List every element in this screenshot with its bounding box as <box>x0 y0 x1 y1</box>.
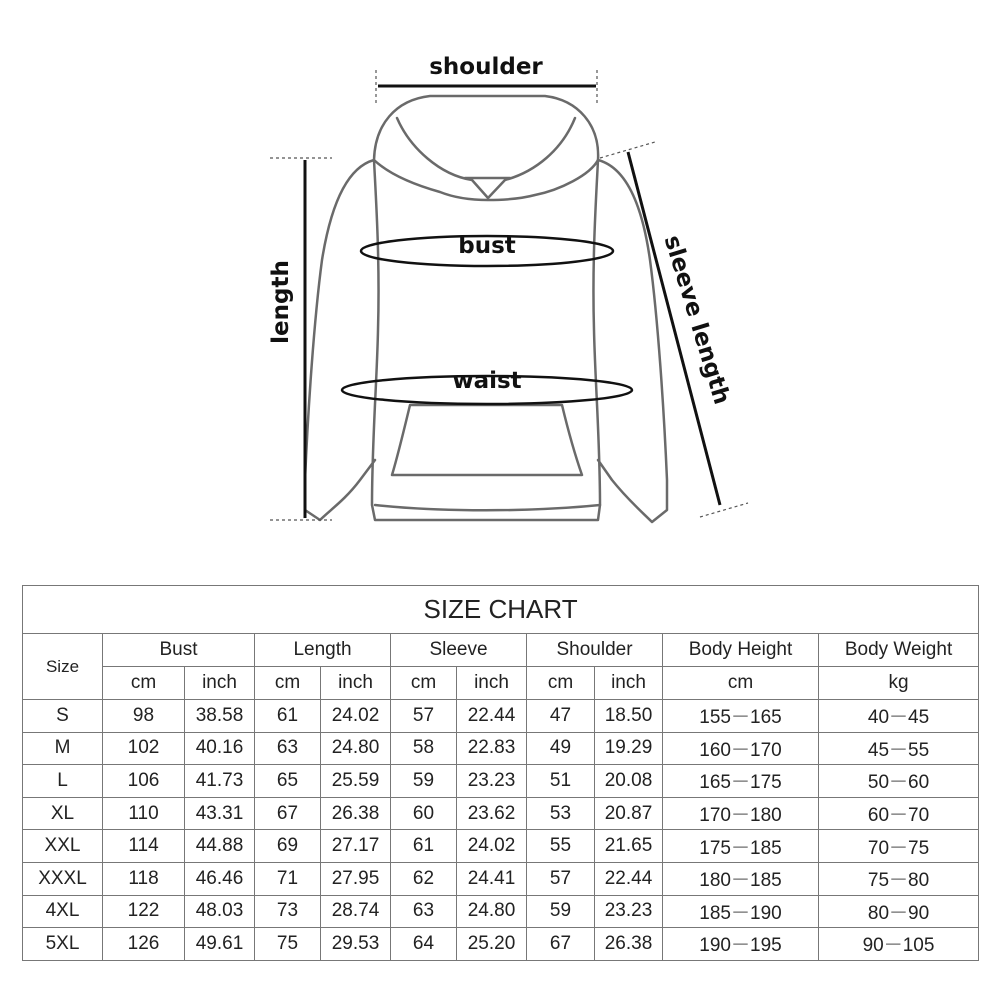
table-cell: 126 <box>103 928 185 961</box>
table-cell: 170－180 <box>663 797 819 830</box>
table-cell: 45－55 <box>819 732 979 765</box>
table-cell: 61 <box>255 700 321 733</box>
table-cell: 75－80 <box>819 862 979 895</box>
table-cell: 44.88 <box>185 830 255 863</box>
table-cell: 71 <box>255 862 321 895</box>
table-row <box>23 928 979 961</box>
table-cell: 28.74 <box>321 895 391 928</box>
table-cell: 29.53 <box>321 928 391 961</box>
table-cell: 49 <box>527 732 595 765</box>
table-cell: 51 <box>527 765 595 798</box>
table-cell: 21.65 <box>595 830 663 863</box>
table-cell: 57 <box>527 862 595 895</box>
table-cell: 57 <box>391 700 457 733</box>
left-body <box>372 160 600 520</box>
table-cell: 40－45 <box>819 700 979 733</box>
table-cell: 155－165 <box>663 700 819 733</box>
column-group-header: Bust <box>103 634 255 667</box>
table-cell: 59 <box>391 765 457 798</box>
column-group-header: Shoulder <box>527 634 663 667</box>
table-cell: 24.02 <box>457 830 527 863</box>
table-cell: 22.83 <box>457 732 527 765</box>
unit-header: cm <box>663 667 819 700</box>
table-cell: 190－195 <box>663 928 819 961</box>
size-cell: L <box>23 765 103 798</box>
table-cell: 61 <box>391 830 457 863</box>
table-cell: 24.41 <box>457 862 527 895</box>
table-cell: 63 <box>255 732 321 765</box>
sleeve-length-label: sleeve length <box>658 232 735 408</box>
table-cell: 175－185 <box>663 830 819 863</box>
hem <box>375 505 600 510</box>
table-cell: 41.73 <box>185 765 255 798</box>
table-cell: 20.08 <box>595 765 663 798</box>
table-cell: 106 <box>103 765 185 798</box>
shoulder-label: shoulder <box>429 54 543 80</box>
table-cell: 22.44 <box>457 700 527 733</box>
table-row <box>23 765 979 798</box>
left-sleeve <box>305 160 375 520</box>
unit-header: kg <box>819 667 979 700</box>
column-group-header: Sleeve <box>391 634 527 667</box>
table-cell: 69 <box>255 830 321 863</box>
table-cell: 180－185 <box>663 862 819 895</box>
table-cell: 40.16 <box>185 732 255 765</box>
table-cell: 26.38 <box>321 797 391 830</box>
hoodie-outline <box>305 96 667 522</box>
hood-shape <box>374 96 598 200</box>
column-group-header: Body Height <box>663 634 819 667</box>
table-cell: 73 <box>255 895 321 928</box>
table-cell: 50－60 <box>819 765 979 798</box>
table-row <box>23 895 979 928</box>
table-cell: 19.29 <box>595 732 663 765</box>
table-cell: 67 <box>527 928 595 961</box>
table-cell: 49.61 <box>185 928 255 961</box>
table-cell: 55 <box>527 830 595 863</box>
table-cell: 122 <box>103 895 185 928</box>
table-row <box>23 862 979 895</box>
table-cell: 23.23 <box>595 895 663 928</box>
unit-header: cm <box>255 667 321 700</box>
table-cell: 38.58 <box>185 700 255 733</box>
front-pocket <box>392 405 582 475</box>
table-cell: 23.62 <box>457 797 527 830</box>
table-cell: 90－105 <box>819 928 979 961</box>
size-chart-body <box>23 700 979 961</box>
table-row <box>23 830 979 863</box>
unit-header: inch <box>321 667 391 700</box>
table-row <box>23 732 979 765</box>
table-cell: 26.38 <box>595 928 663 961</box>
right-sleeve <box>598 160 667 522</box>
table-cell: 60 <box>391 797 457 830</box>
header-unit-row <box>23 667 979 700</box>
chart-title: SIZE CHART <box>23 586 979 634</box>
table-cell: 53 <box>527 797 595 830</box>
table-cell: 58 <box>391 732 457 765</box>
table-cell: 160－170 <box>663 732 819 765</box>
table-cell: 22.44 <box>595 862 663 895</box>
table-cell: 65 <box>255 765 321 798</box>
size-cell: 4XL <box>23 895 103 928</box>
table-cell: 47 <box>527 700 595 733</box>
table-cell: 98 <box>103 700 185 733</box>
table-cell: 24.80 <box>457 895 527 928</box>
size-cell: M <box>23 732 103 765</box>
table-cell: 64 <box>391 928 457 961</box>
size-cell: XL <box>23 797 103 830</box>
waist-label: waist <box>452 368 522 394</box>
table-cell: 25.59 <box>321 765 391 798</box>
table-cell: 48.03 <box>185 895 255 928</box>
table-cell: 110 <box>103 797 185 830</box>
unit-header: inch <box>595 667 663 700</box>
table-cell: 118 <box>103 862 185 895</box>
unit-header: inch <box>457 667 527 700</box>
table-cell: 43.31 <box>185 797 255 830</box>
table-row <box>23 700 979 733</box>
unit-header: inch <box>185 667 255 700</box>
table-cell: 46.46 <box>185 862 255 895</box>
size-cell: 5XL <box>23 928 103 961</box>
table-cell: 20.87 <box>595 797 663 830</box>
unit-header: cm <box>103 667 185 700</box>
size-cell: XXL <box>23 830 103 863</box>
size-cell: XXXL <box>23 862 103 895</box>
table-cell: 62 <box>391 862 457 895</box>
size-chart-table <box>22 585 979 961</box>
bust-label: bust <box>458 233 516 259</box>
table-cell: 18.50 <box>595 700 663 733</box>
unit-header: cm <box>391 667 457 700</box>
table-cell: 63 <box>391 895 457 928</box>
table-cell: 75 <box>255 928 321 961</box>
table-cell: 23.23 <box>457 765 527 798</box>
table-cell: 27.17 <box>321 830 391 863</box>
table-cell: 24.02 <box>321 700 391 733</box>
table-cell: 114 <box>103 830 185 863</box>
table-row <box>23 797 979 830</box>
header-group-row <box>23 634 979 667</box>
table-cell: 27.95 <box>321 862 391 895</box>
size-header: Size <box>23 634 103 700</box>
length-label: length <box>268 260 294 344</box>
unit-header: cm <box>527 667 595 700</box>
table-cell: 59 <box>527 895 595 928</box>
table-cell: 67 <box>255 797 321 830</box>
table-cell: 24.80 <box>321 732 391 765</box>
table-cell: 102 <box>103 732 185 765</box>
table-cell: 25.20 <box>457 928 527 961</box>
table-cell: 165－175 <box>663 765 819 798</box>
table-cell: 185－190 <box>663 895 819 928</box>
table-cell: 70－75 <box>819 830 979 863</box>
size-cell: S <box>23 700 103 733</box>
column-group-header: Body Weight <box>819 634 979 667</box>
table-cell: 80－90 <box>819 895 979 928</box>
sleeve-length-measure <box>600 142 748 517</box>
table-cell: 60－70 <box>819 797 979 830</box>
column-group-header: Length <box>255 634 391 667</box>
